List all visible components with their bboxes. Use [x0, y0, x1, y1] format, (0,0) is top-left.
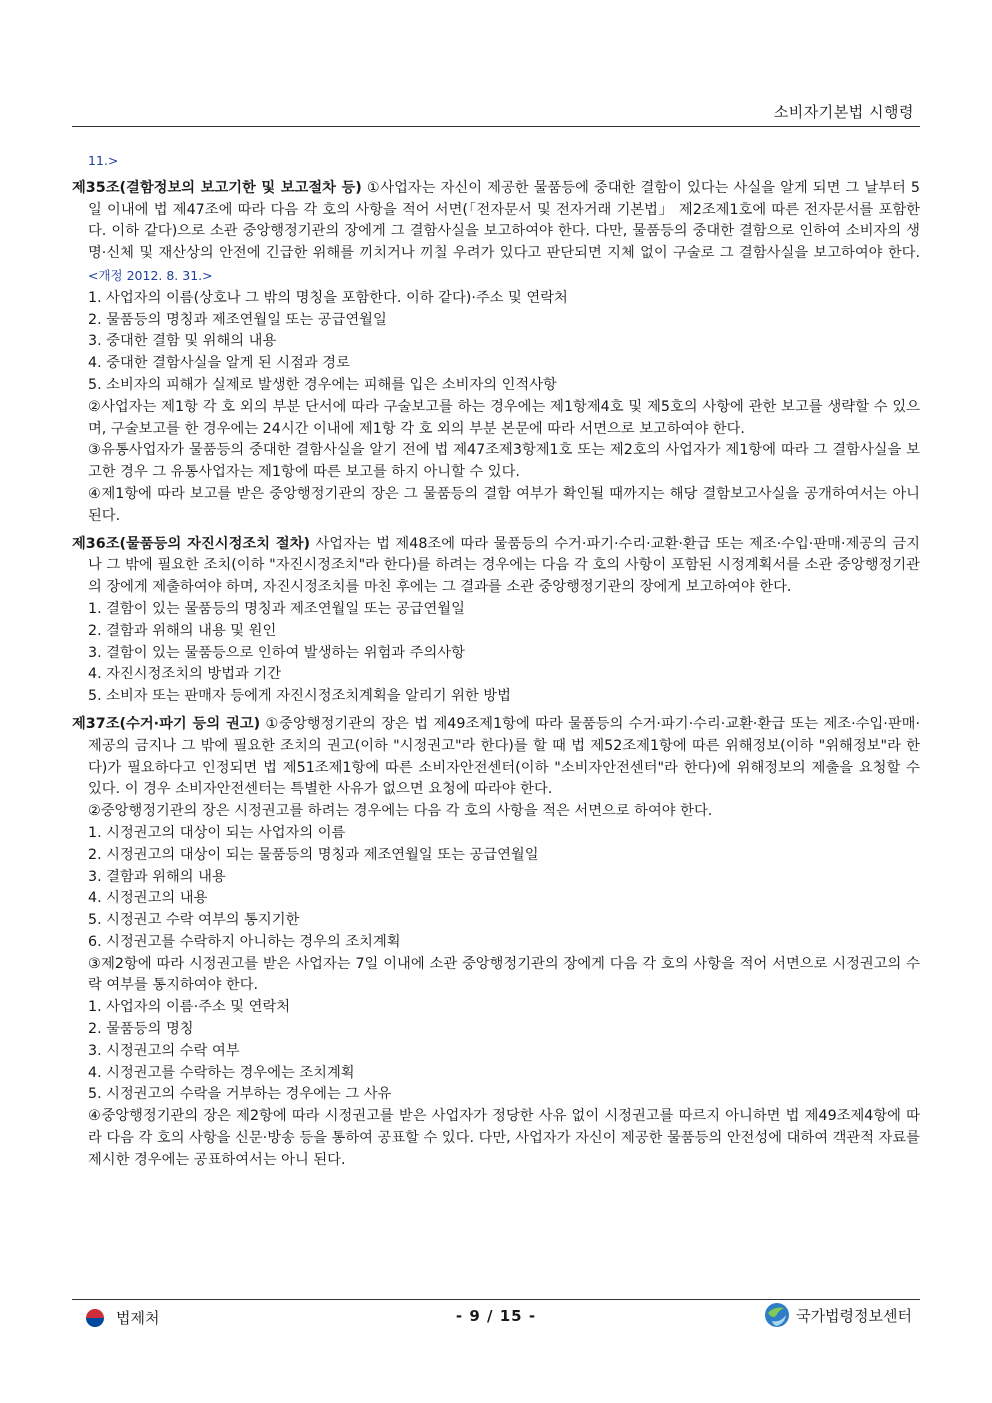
paragraph: ④중앙행정기관의 장은 제2항에 따라 시정권고를 받은 사업자가 정당한 사유 없이 시정권고를 따르지 아니하면 법 제49조제4항에 따라 다음 각 호의 사항을 신문·방송 등을 통하여 공표할 수 있다. 다만, 사업자가 자신이 제공한 물품등의 안전성에 대하여 객관적 자료를 제시한 경우에는 공표하여서는 아니 된다. [88, 1108, 920, 1168]
footer-divider [72, 1299, 920, 1300]
article-2 [72, 534, 920, 599]
list-item: 1. 시정권고의 대상이 되는 사업자의 이름 [88, 824, 346, 841]
list-item: 6. 시정권고를 수락하지 아니하는 경우의 조치계획 [88, 933, 401, 950]
list-item: 5. 소비자 또는 판매자 등에게 자진시정조치계획을 알리기 위한 방법 [88, 688, 511, 705]
list-item: 2. 물품등의 명칭 [88, 1021, 194, 1038]
list-item: 2. 물품등의 명칭과 제조연월일 또는 공급연월일 [88, 311, 387, 328]
list-item: 2. 결함과 위해의 내용 및 원인 [88, 622, 277, 639]
list-item: 1. 결함이 있는 물품등의 명칭과 제조연월일 또는 공급연월일 [88, 600, 465, 617]
list-item: 4. 자진시정조치의 방법과 기간 [88, 666, 282, 683]
list-item: 3. 결함이 있는 물품등으로 인하여 발생하는 위험과 주의사항 [88, 644, 465, 661]
document-body [72, 150, 920, 1172]
list-item: 2. 시정권고의 대상이 되는 물품등의 명칭과 제조연월일 또는 공급연월일 [88, 846, 539, 863]
list-item: 5. 소비자의 피해가 실제로 발생한 경우에는 피해를 입은 소비자의 인적사항 [88, 376, 557, 393]
ministry-label: 법제처 [116, 1309, 160, 1327]
article-1 [72, 178, 920, 288]
paragraph: ④제1항에 따라 보고를 받은 중앙행정기관의 장은 그 물품등의 결함 여부가 확인될 때까지는 해당 결함보고사실을 공개하여서는 아니 된다. [88, 485, 920, 524]
list-item: 3. 결함과 위해의 내용 [88, 868, 226, 885]
paragraph: ②중앙행정기관의 장은 시정권고를 하려는 경우에는 다음 각 호의 사항을 적은 서면으로 하여야 한다. [88, 803, 713, 820]
paragraph: ③유통사업자가 물품등의 중대한 결함사실을 알기 전에 법 제47조제3항제1호 또는 제2호의 사업자가 제1항에 따라 그 결함사실을 보고한 경우 그 유통사업자는 제1항에 따른 보고를 하지 아니할 수 있다. [88, 442, 920, 481]
list-item: 5. 시정권고의 수락을 거부하는 경우에는 그 사유 [88, 1086, 392, 1103]
list-item: 3. 중대한 결함 및 위해의 내용 [88, 333, 277, 350]
article-title: 제35조(결함정보의 보고기한 및 보고절차 등) [72, 179, 362, 196]
list-item: 1. 사업자의 이름·주소 및 연락처 [88, 999, 291, 1016]
articles-container [72, 178, 920, 1172]
article-3 [72, 714, 920, 801]
article-title: 제36조(물품등의 자진시정조치 절차) [72, 535, 311, 552]
list-item: 4. 시정권고의 내용 [88, 890, 208, 907]
list-item: 1. 사업자의 이름(상호나 그 밖의 명칭을 포함한다. 이하 같다)·주소 및 연락처 [88, 289, 568, 306]
article-body: ①중앙행정기관의 장은 법 제49조제1항에 따라 물품등의 수거·파기·수리·교환·환급 또는 제조·수입·판매·제공의 금지나 그 밖에 필요한 조치의 권고(이하 "시정권고"라 한다)를 할 때 법 제52조제1항에 따른 위해정보(이하 "위해정보"라 한다)가 필요하다고 인정되면 법 제51조제1항에 따른 소비자안전센터(이하 "소비자안전센터"라 한다)에 위해정보의 제출을 요청할 수 있다. 이 경우 소비자안전센터는 특별한 사유가 없으면 요청에 따라야 한다. [88, 715, 920, 798]
article-body: 사업자는 법 제48조에 따라 물품등의 수거·파기·수리·교환·환급 또는 제조·수입·판매·제공의 금지나 그 밖에 필요한 조치(이하 "자진시정조치"라 한다)를 하려는 경우에는 다음 각 호의 사항이 포함된 시정계획서를 소관 중앙행정기관의 장에게 제출하여야 하며, 자진시정조치를 마친 후에는 그 결과를 소관 중앙행정기관의 장에게 보고하여야 한다. [88, 535, 920, 596]
list-item: 4. 시정권고를 수락하는 경우에는 조치계획 [88, 1064, 355, 1081]
amendment-note: <개정 2012. 8. 31.> [88, 267, 213, 283]
header-divider [72, 126, 920, 127]
document-title: 소비자기본법 시행령 [773, 103, 914, 121]
amendment-note-fragment: 11.> [88, 153, 119, 168]
list-item: 5. 시정권고 수락 여부의 통지기한 [88, 912, 300, 929]
paragraph: ③제2항에 따라 시정권고를 받은 사업자는 7일 이내에 소관 중앙행정기관의 장에게 다음 각 호의 사항을 적어 서면으로 시정권고의 수락 여부를 통지하여야 한다. [88, 955, 920, 994]
list-item: 4. 중대한 결함사실을 알게 된 시점과 경로 [88, 355, 350, 372]
article-body: ①사업자는 자신이 제공한 물품등에 중대한 결함이 있다는 사실을 알게 되면 그 날부터 5일 이내에 법 제47조에 따라 다음 각 호의 사항을 적어 서면(「전자문서 및 전자거래 기본법」 제2조제1호에 따른 전자문서를 포함한다. 이하 같다)으로 소관 중앙행정기관의 장에게 그 결함사실을 보고하여야 한다. 다만, 물품등의 중대한 결함으로 인하여 소비자의 생명·신체 및 재산상의 안전에 긴급한 위해를 끼치거나 끼칠 우려가 있다고 판단되면 지체 없이 구술로 그 결함사실을 보고하여야 한다. [88, 179, 921, 262]
paragraph: ②사업자는 제1항 각 호 외의 부분 단서에 따라 구술보고를 하는 경우에는 제1항제4호 및 제5호의 사항에 관한 보고를 생략할 수 있으며, 구술보고를 한 경우에는 24시간 이내에 제1항 각 호 외의 부분 본문에 따라 서면으로 보고하여야 한다. [88, 398, 920, 437]
list-item: 3. 시정권고의 수락 여부 [88, 1042, 240, 1059]
law-center-logo-icon [764, 1302, 790, 1328]
article-title: 제37조(수거·파기 등의 권고) [72, 715, 261, 732]
page-number: - 9 / 15 - [455, 1307, 537, 1325]
law-center-label: 국가법령정보센터 [796, 1306, 912, 1325]
footer-right [764, 1302, 912, 1328]
